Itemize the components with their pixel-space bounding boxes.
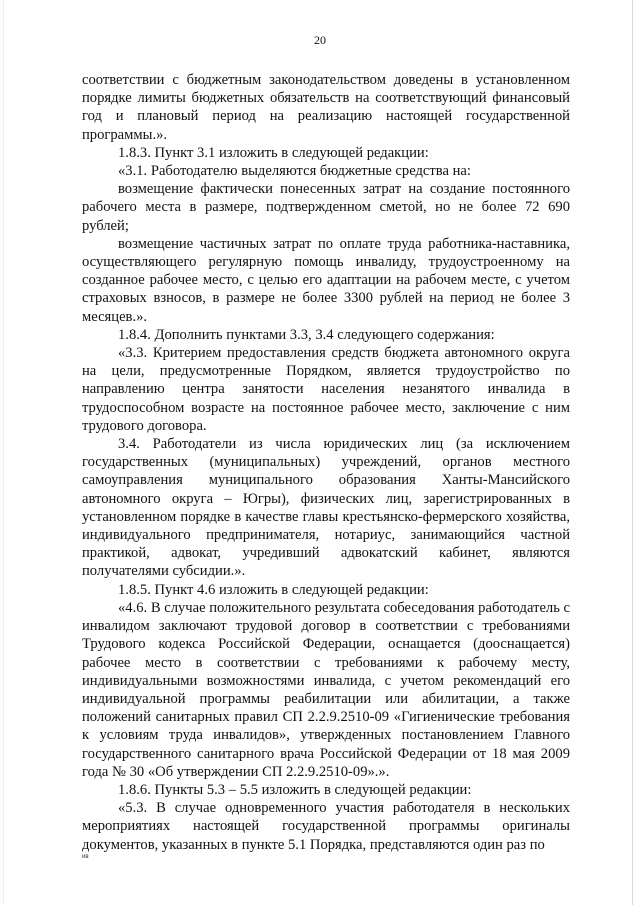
paragraph-1-8-5: 1.8.5. Пункт 4.6 изложить в следующей редакции: [118,581,429,598]
footer-mark: ив [82,854,89,860]
page-number: 20 [314,33,326,47]
paragraph-3-1-item-1: возмещение фактически понесенных затрат на создание постоянного рабочего места в размере, подтвержденном сметой, но не более 72 690 рублей; [82,181,570,234]
paragraph-1-8-4: 1.8.4. Дополнить пунктами 3.3, 3.4 следующего содержания: [118,326,495,343]
paragraph-continuation: соответствии с бюджетным законодательством доведены в установленном порядке лимиты бюджетных обязательств на соответствующий финансовый год и плановый период на реализацию настоящей государственной программы.». [82,72,570,143]
scan-edge-left [3,0,4,905]
paragraph-1-8-3: 1.8.3. Пункт 3.1 изложить в следующей редакции: [118,144,429,161]
paragraph-5-3: «5.3. В случае одновременного участия работодателя в нескольких мероприятиях настоящей государственной программы оригиналы документов, указанных в пункте 5.1 Порядка, представляются один раз по [82,800,570,853]
paragraph-1-8-6: 1.8.6. Пункты 5.3 – 5.5 изложить в следующей редакции: [118,781,472,798]
scan-edge-right [632,0,633,905]
paragraph-3-3: «3.3. Критерием предоставления средств бюджета автономного округа на цели, предусмотренные Порядком, является трудоустройство по направлению центра занятости населения незанятого инвалида в трудоспособном возрасте на постоянное рабочее место, заключение с ним трудового договора. [82,345,570,434]
paragraph-4-6: «4.6. В случае положительного результата собеседования работодатель с инвалидом заключают трудовой договор в соответствии с требованиями Трудового кодекса Российской Федерации, оснащается (дооснащается) рабочее место в соответствии с требованиями к рабочему месту, индивидуальными возможностями инвалида, с учетом рекомендаций его индивидуальной программы реабилитации или абилитации, а также положений санитарных правил СП 2.2.9.2510-09 «Гигиенические требования к условиям труда инвалидов», утвержденных постановлением Главного государственного санитарного врача Российской Федерации от 18 мая 2009 года № 30 «Об утверждении СП 2.2.9.2510-09».». [82,599,570,780]
paragraph-3-4: 3.4. Работодатели из числа юридических лиц (за исключением государственных (муниципальных) учреждений, органов местного самоуправления муниципального образования Ханты-Мансийского автономного округа – Югры), физических лиц, зарегистрированных в установленном порядке в качестве главы крестьянско-фермерского хозяйства, индивидуального предпринимателя, нотариус, занимающийся частной практикой, адвокат, учредивший адвокатский кабинет, являются получателями субсидии.». [82,436,570,580]
paragraph-3-1: «3.1. Работодателю выделяются бюджетные средства на: [118,163,471,180]
paragraph-3-1-item-2: возмещение частичных затрат по оплате труда работника-наставника, осуществляющего регулярную помощь инвалиду, трудоустроенному на созданное рабочее место, с целью его адаптации на рабочем месте, с учетом страховых взносов, в размере не более 3300 рублей на период не более 3 месяцев.». [82,235,570,325]
document-body [82,71,570,854]
